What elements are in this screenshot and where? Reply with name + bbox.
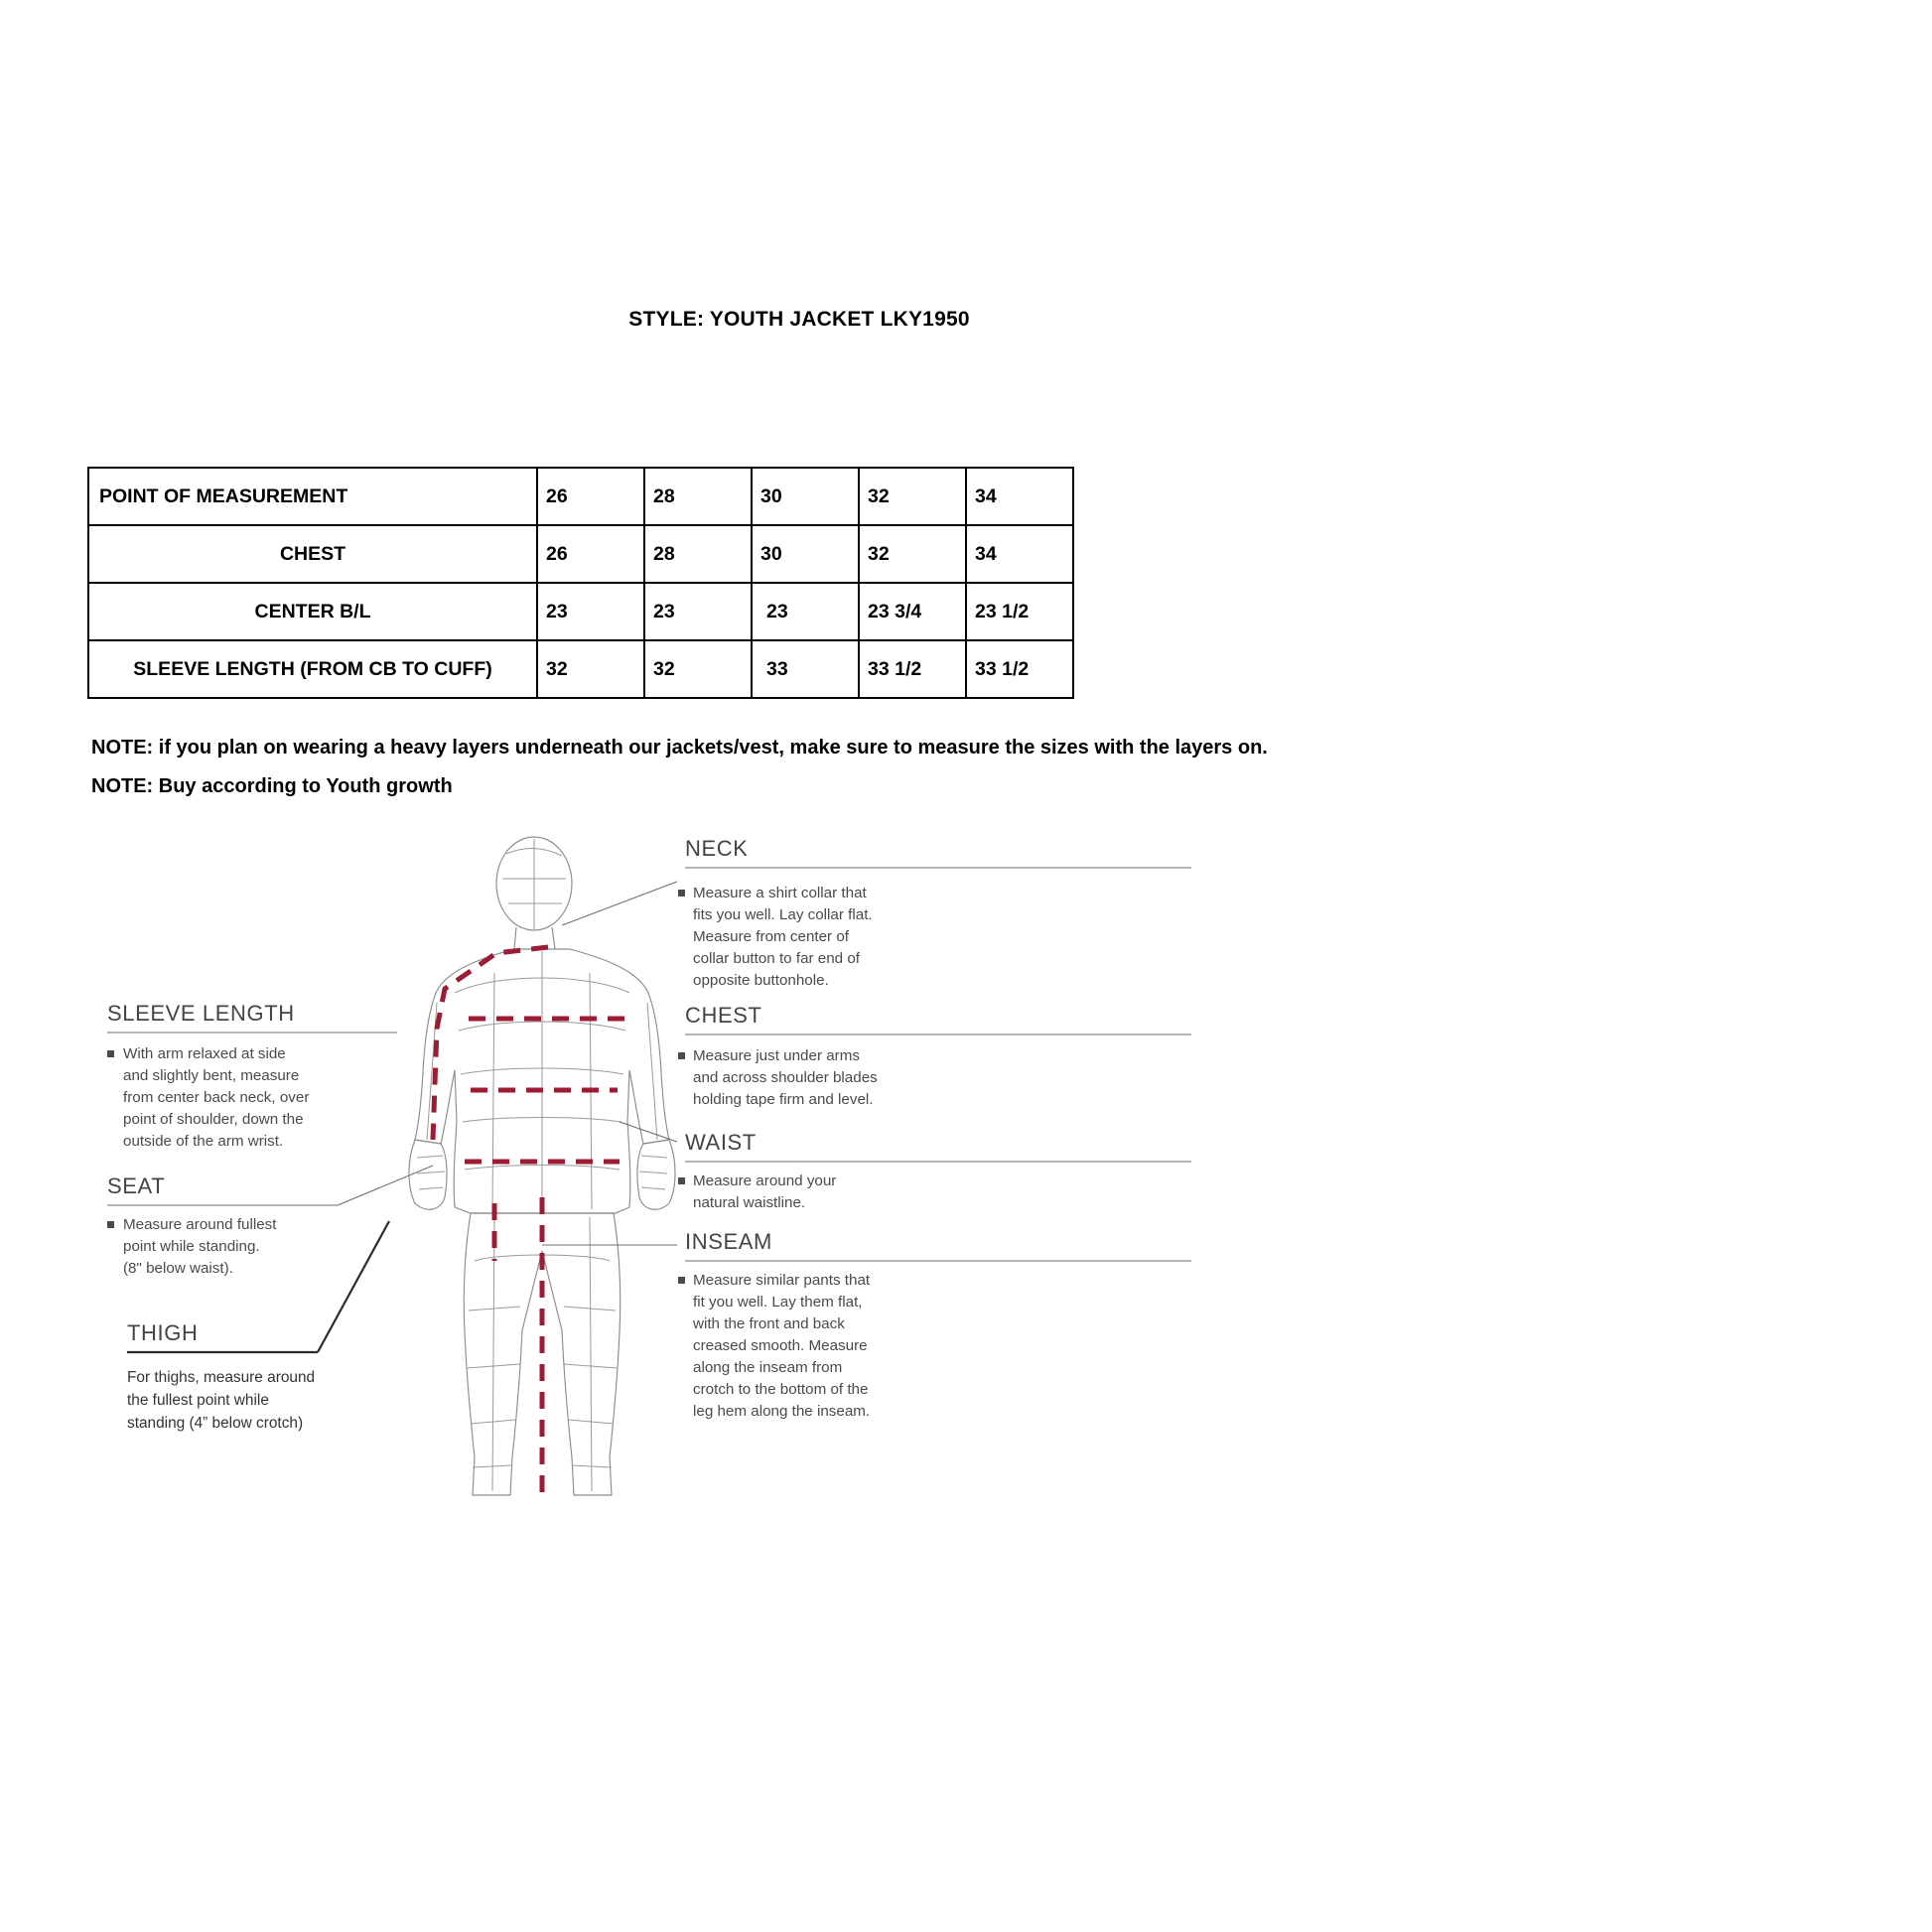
column-header-size-26: 26: [537, 468, 644, 525]
callout-waist: [620, 1122, 1191, 1211]
callout-line: the fullest point while: [127, 1392, 269, 1409]
callout-line: standing (4” below crotch): [127, 1415, 304, 1432]
callout-heading-thigh: THIGH: [127, 1320, 199, 1345]
note-youth-growth: NOTE: Buy according to Youth growth: [91, 775, 453, 797]
callout-heading-neck: NECK: [685, 836, 749, 861]
callout-line: collar button to far end of: [693, 950, 861, 967]
callout-line: (8" below waist).: [123, 1260, 233, 1277]
callout-heading-inseam: INSEAM: [685, 1229, 772, 1254]
row-label-chest: CHEST: [88, 525, 537, 583]
column-header-point-of-measurement: POINT OF MEASUREMENT: [88, 468, 537, 525]
cell-chest-26: 26: [537, 525, 644, 583]
callout-line: point while standing.: [123, 1238, 260, 1255]
callout-line: fits you well. Lay collar flat.: [693, 906, 873, 923]
callout-seat: [107, 1166, 433, 1277]
table-header-row: [88, 468, 1073, 525]
cell-sleeve-34: 33 1/2: [966, 640, 1073, 698]
cell-chest-32: 32: [859, 525, 966, 583]
callout-line: With arm relaxed at side: [123, 1045, 286, 1062]
cell-chest-28: 28: [644, 525, 752, 583]
cell-sleeve-28: 32: [644, 640, 752, 698]
column-header-size-30: 30: [752, 468, 859, 525]
note-layers: NOTE: if you plan on wearing a heavy layers underneath our jackets/vest, make sure to measure the sizes with the layers on.: [91, 737, 1268, 759]
callout-line: holding tape firm and level.: [693, 1091, 874, 1108]
measurement-diagram: [99, 824, 1191, 1519]
cell-chest-34: 34: [966, 525, 1073, 583]
callout-sleeve-length: [107, 1001, 397, 1150]
callout-line: from center back neck, over: [123, 1089, 310, 1106]
callout-line: Measure around fullest: [123, 1216, 277, 1233]
callout-line: outside of the arm wrist.: [123, 1133, 284, 1150]
size-chart-table: [87, 467, 1074, 699]
column-header-size-32: 32: [859, 468, 966, 525]
cell-center-bl-34: 23 1/2: [966, 583, 1073, 640]
column-header-size-34: 34: [966, 468, 1073, 525]
cell-sleeve-32: 33 1/2: [859, 640, 966, 698]
callout-line: Measure just under arms: [693, 1047, 860, 1064]
callout-line: natural waistline.: [693, 1194, 806, 1211]
callout-line: along the inseam from: [693, 1359, 843, 1376]
cell-center-bl-32: 23 3/4: [859, 583, 966, 640]
callout-line: fit you well. Lay them flat,: [693, 1294, 863, 1311]
callout-inseam: [542, 1229, 1191, 1420]
row-label-center-bl: CENTER B/L: [88, 583, 537, 640]
callout-line: and across shoulder blades: [693, 1069, 878, 1086]
callout-line: Measure similar pants that: [693, 1272, 871, 1289]
callout-neck: [562, 836, 1191, 989]
cell-chest-30: 30: [752, 525, 859, 583]
cell-sleeve-26: 32: [537, 640, 644, 698]
callout-line: with the front and back: [693, 1315, 845, 1332]
callout-line: creased smooth. Measure: [693, 1337, 868, 1354]
column-header-size-28: 28: [644, 468, 752, 525]
cell-sleeve-30: 33: [752, 640, 859, 698]
callout-heading-seat: SEAT: [107, 1173, 166, 1198]
row-label-sleeve-length: SLEEVE LENGTH (FROM CB TO CUFF): [88, 640, 537, 698]
callout-heading-sleeve-length: SLEEVE LENGTH: [107, 1001, 295, 1026]
cell-center-bl-26: 23: [537, 583, 644, 640]
callout-line: Measure around your: [693, 1173, 837, 1189]
callout-line: Measure a shirt collar that: [693, 885, 867, 901]
callout-chest: [678, 1003, 1191, 1108]
callout-heading-waist: WAIST: [685, 1130, 757, 1155]
callout-line: Measure from center of: [693, 928, 849, 945]
callout-line: crotch to the bottom of the: [693, 1381, 869, 1398]
callout-line: For thighs, measure around: [127, 1369, 316, 1386]
cell-center-bl-30: 23: [752, 583, 859, 640]
callout-line: leg hem along the inseam.: [693, 1403, 871, 1420]
callout-line: opposite buttonhole.: [693, 972, 829, 989]
table-row: [88, 583, 1073, 640]
table-row: [88, 640, 1073, 698]
callout-line: point of shoulder, down the: [123, 1111, 304, 1128]
table-row: [88, 525, 1073, 583]
callout-line: and slightly bent, measure: [123, 1067, 300, 1084]
cell-center-bl-28: 23: [644, 583, 752, 640]
page-title: STYLE: YOUTH JACKET LKY1950: [628, 308, 970, 331]
callout-heading-chest: CHEST: [685, 1003, 762, 1028]
